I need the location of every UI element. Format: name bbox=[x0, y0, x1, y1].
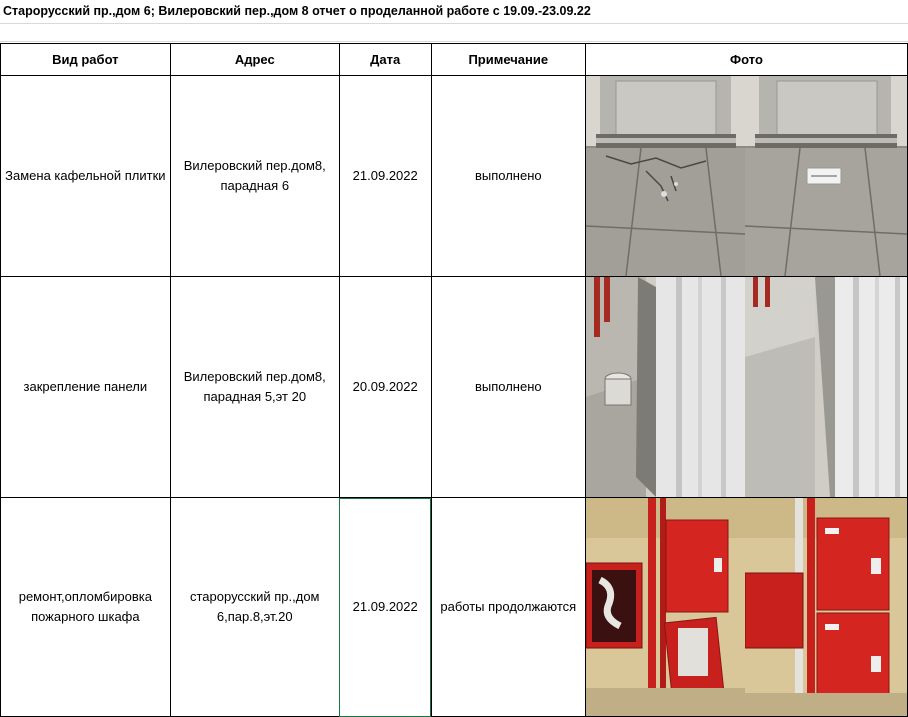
address-text: Вилеровский пер.дом8, парадная 5,эт 20 bbox=[183, 369, 326, 404]
sheet-gridline bbox=[0, 23, 908, 24]
header-note[interactable]: Примечание bbox=[431, 44, 585, 76]
cell-photo[interactable] bbox=[585, 277, 907, 498]
work-type-text: ремонт,опломбировка пожарного шкафа bbox=[18, 589, 152, 624]
header-date[interactable]: Дата bbox=[339, 44, 431, 76]
header-photo[interactable]: Фото bbox=[585, 44, 907, 76]
cell-photo[interactable] bbox=[585, 498, 907, 717]
table-row bbox=[1, 498, 908, 717]
address-text: Вилеровский пер.дом8, парадная 6 bbox=[183, 158, 326, 193]
address-text: старорусский пр.,дом 6,пар.8,эт.20 bbox=[189, 589, 320, 624]
table-row bbox=[1, 277, 908, 498]
fire-cabinet-after-photo[interactable] bbox=[745, 498, 907, 716]
panel-before-photo[interactable] bbox=[586, 277, 745, 497]
note-text: выполнено bbox=[474, 379, 542, 394]
header-work-type[interactable]: Вид работ bbox=[1, 44, 171, 76]
cell-photo[interactable] bbox=[585, 76, 907, 277]
cell-work-type[interactable] bbox=[1, 76, 171, 277]
table-row bbox=[1, 76, 908, 277]
note-text: работы продолжаются bbox=[440, 599, 577, 614]
cell-note[interactable] bbox=[431, 76, 585, 277]
header-address[interactable]: Адрес bbox=[170, 44, 339, 76]
cell-date-selected[interactable] bbox=[339, 498, 431, 717]
sheet-gridline bbox=[0, 41, 908, 42]
tile-floor-after-photo[interactable] bbox=[745, 76, 907, 276]
cell-address[interactable] bbox=[170, 498, 339, 717]
work-type-text: Замена кафельной плитки bbox=[5, 168, 166, 183]
cell-work-type[interactable] bbox=[1, 277, 171, 498]
cell-address[interactable] bbox=[170, 277, 339, 498]
cell-note[interactable] bbox=[431, 498, 585, 717]
report-title: Старорусский пр.,дом 6; Вилеровский пер.,дом 8 отчет о проделанной работе с 19.09.-23.09.22 bbox=[3, 4, 591, 18]
cell-work-type[interactable] bbox=[1, 498, 171, 717]
cell-note[interactable] bbox=[431, 277, 585, 498]
date-text: 21.09.2022 bbox=[352, 599, 418, 614]
date-text: 20.09.2022 bbox=[352, 379, 418, 394]
header-row bbox=[1, 44, 908, 76]
report-table bbox=[0, 43, 908, 717]
cell-date[interactable] bbox=[339, 76, 431, 277]
fire-cabinet-before-photo[interactable] bbox=[586, 498, 745, 716]
date-text: 21.09.2022 bbox=[352, 168, 418, 183]
cell-date[interactable] bbox=[339, 277, 431, 498]
cell-address[interactable] bbox=[170, 76, 339, 277]
note-text: выполнено bbox=[474, 168, 542, 183]
panel-after-photo[interactable] bbox=[745, 277, 907, 497]
work-type-text: закрепление панели bbox=[23, 379, 148, 394]
tile-floor-before-photo[interactable] bbox=[586, 76, 745, 276]
